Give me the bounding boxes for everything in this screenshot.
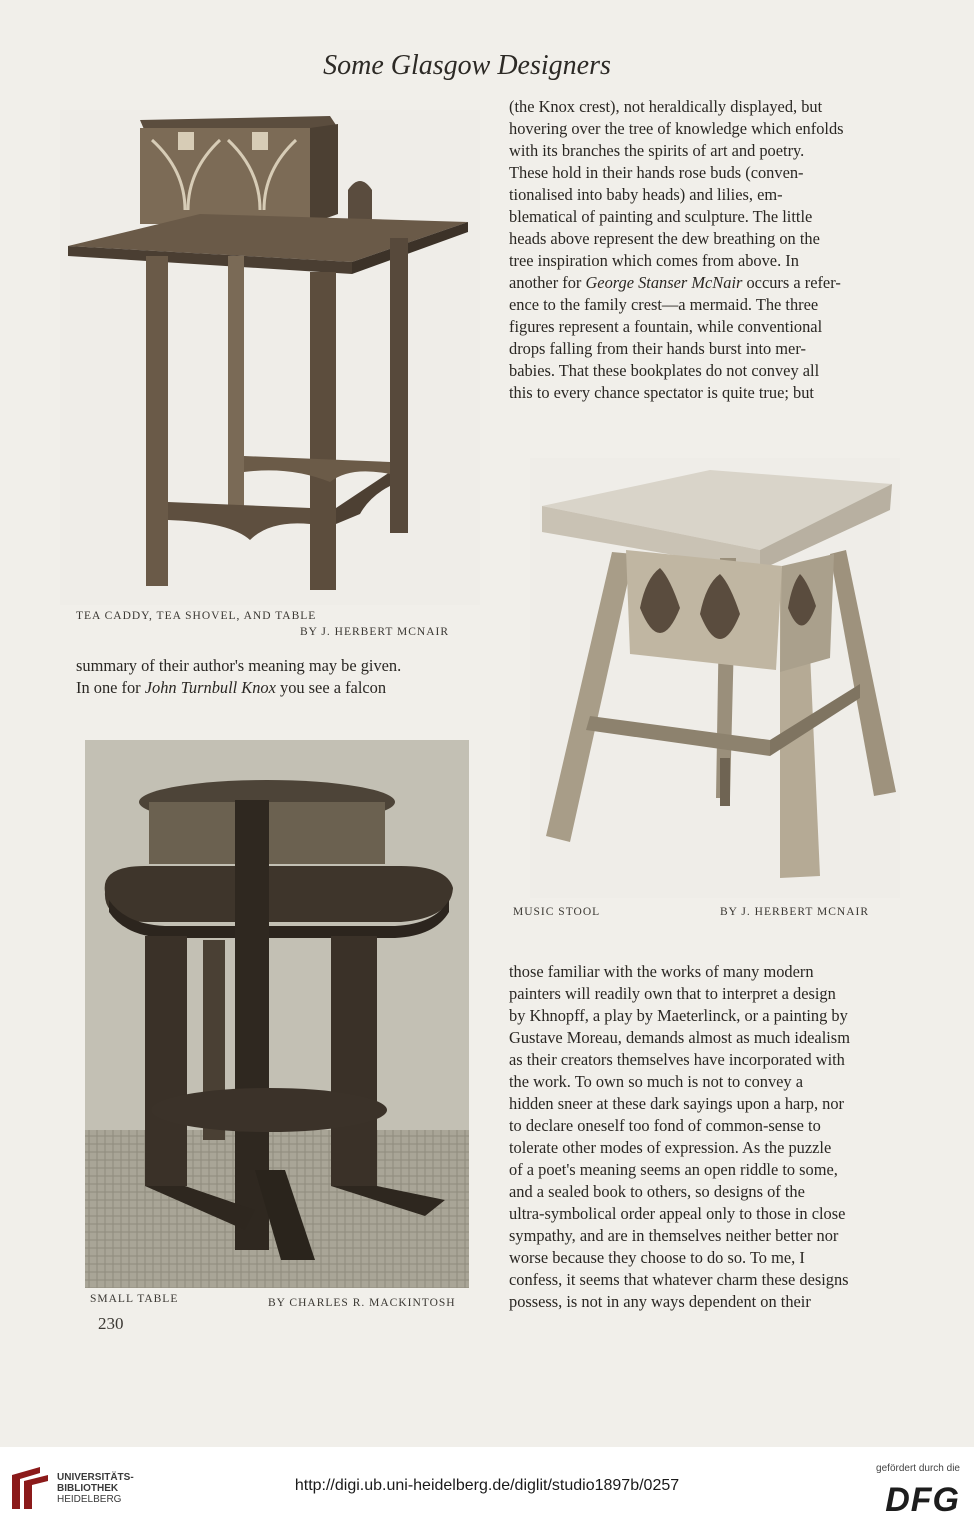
text-line: heads above represent the dew breathing on the <box>509 229 820 248</box>
left-column-text <box>76 655 472 699</box>
small-table-photograph <box>85 740 469 1288</box>
text-line: babies. That these bookplates do not convey all <box>509 361 820 380</box>
viewer-footer <box>0 1447 974 1530</box>
institution-name: UNIVERSITÄTS- BIBLIOTHEK HEIDELBERG <box>57 1472 134 1505</box>
text-line: to declare oneself too fond of common-sense to <box>509 1116 821 1135</box>
permalink-url[interactable]: http://digi.ub.uni-heidelberg.de/diglit/studio1897b/0257 <box>294 1477 680 1494</box>
small-table-caption-title: SMALL TABLE <box>90 1293 179 1305</box>
text-line: painters will readily own that to interpret a design <box>509 984 836 1003</box>
text-line: of a poet's meaning seems an open riddle to some, <box>509 1160 838 1179</box>
name-john-turnbull-knox: John Turnbull Knox <box>144 678 276 697</box>
text-line: blematical of painting and sculpture. The little <box>509 207 813 226</box>
text-line: tolerate other modes of expression. As the puzzle <box>509 1138 832 1157</box>
text-line: confess, it seems that whatever charm these designs <box>509 1270 849 1289</box>
text-line: worse because they choose to do so. To me, I <box>509 1248 805 1267</box>
text-line: drops falling from their hands burst into mer- <box>509 339 806 358</box>
text-line: possess, is not in any ways dependent on their <box>509 1292 811 1311</box>
text-line: summary of their author's meaning may be given. <box>76 656 402 675</box>
tea-caddy-caption-credit: BY J. HERBERT MCNAIR <box>300 626 450 638</box>
text-line: In one for John Turnbull Knox you see a falcon <box>76 678 387 697</box>
text-line: the work. To own so much is not to convey a <box>509 1072 803 1091</box>
text-line: this to every chance spectator is quite true; but <box>509 383 814 402</box>
music-stool-illustration <box>530 458 900 898</box>
text-line: tree inspiration which comes from above. In <box>509 251 799 270</box>
page-number: 230 <box>98 1314 124 1333</box>
text-line: and a sealed book to others, so designs of the <box>509 1182 805 1201</box>
text-line: with its branches the spirits of art and poetry. <box>509 141 805 160</box>
tea-caddy-caption-title: TEA CADDY, TEA SHOVEL, AND TABLE <box>76 610 317 622</box>
text-line: another for George Stanser McNair occurs a refer- <box>509 273 841 292</box>
music-stool-caption-title: MUSIC STOOL <box>513 906 601 918</box>
text-line: ultra-symbolical order appeal only to those in close <box>509 1204 846 1223</box>
text-line: hidden sneer at these dark sayings upon a harp, nor <box>509 1094 844 1113</box>
text-line: by Khnopff, a play by Maeterlinck, or a painting by <box>509 1006 848 1025</box>
text-line: Gustave Moreau, demands almost as much idealism <box>509 1028 850 1047</box>
funding-label: gefördert durch die <box>876 1463 960 1474</box>
text-line: as their creators themselves have incorporated with <box>509 1050 845 1069</box>
text-line: figures represent a fountain, while conventional <box>509 317 823 336</box>
small-table-caption-credit: BY CHARLES R. MACKINTOSH <box>268 1297 456 1309</box>
text-line: hovering over the tree of knowledge which enfolds <box>509 119 844 138</box>
text-line: those familiar with the works of many modern <box>509 962 814 981</box>
tea-caddy-table-illustration <box>60 110 480 605</box>
name-george-stanser-mcnair: George Stanser McNair <box>585 273 743 292</box>
text-line: These hold in their hands rose buds (conven- <box>509 163 804 182</box>
running-head: Some Glasgow Designers <box>323 50 611 81</box>
right-column-top-text <box>509 96 905 404</box>
dfg-logo: DFG <box>885 1481 960 1519</box>
text-line: (the Knox crest), not heraldically displayed, but <box>509 97 823 116</box>
music-stool-caption-credit: BY J. HERBERT MCNAIR <box>720 906 870 918</box>
right-column-bottom-text <box>509 961 905 1313</box>
text-line: sympathy, and are in themselves neither better nor <box>509 1226 839 1245</box>
text-line: tionalised into baby heads) and lilies, em- <box>509 185 783 204</box>
text-line: ence to the family crest—a mermaid. The three <box>509 295 819 314</box>
